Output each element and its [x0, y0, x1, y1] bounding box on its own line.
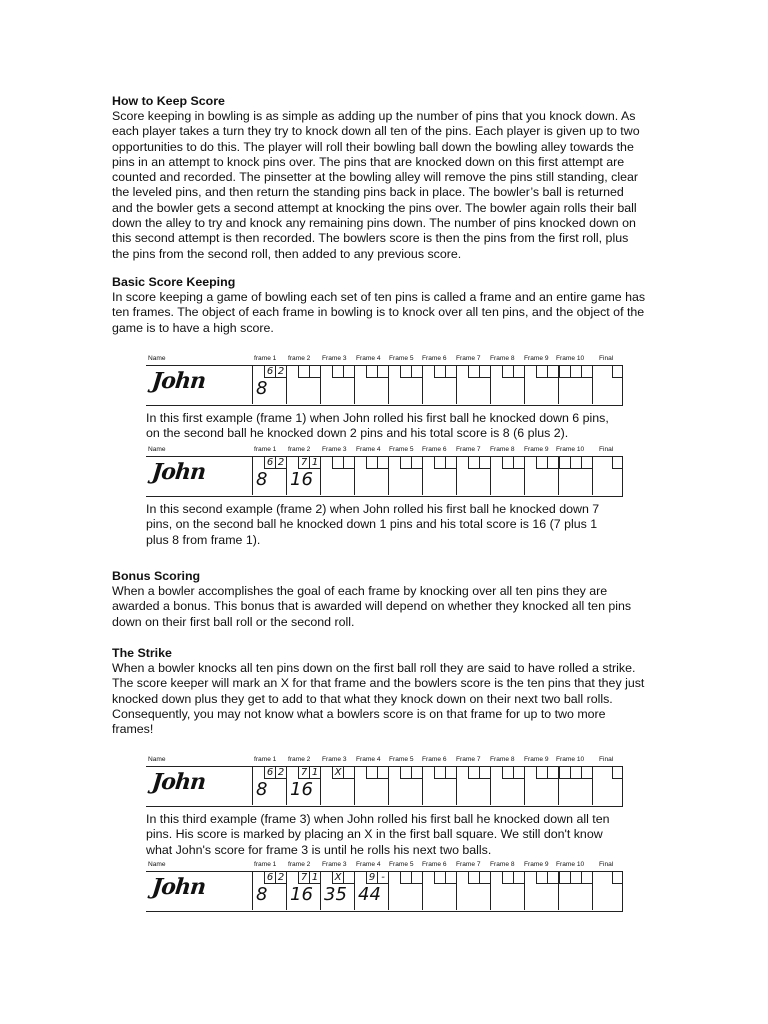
scorecard-header-label: frame 2: [288, 355, 311, 362]
roll-boxes: [332, 457, 354, 470]
scorecard-header-label: Frame 6: [422, 446, 447, 453]
roll-box: 2: [275, 457, 286, 469]
player-name-cell: [146, 366, 252, 404]
roll-box: 6: [264, 872, 275, 884]
roll-box: [411, 366, 422, 378]
roll-boxes: [366, 767, 388, 780]
roll-box: [468, 872, 479, 884]
roll-box: [343, 366, 354, 378]
roll-box: [559, 767, 570, 779]
frame-cell: [252, 767, 286, 805]
scorecard-header-label: Frame 3: [322, 446, 347, 453]
roll-boxes: [298, 366, 320, 379]
roll-box: 6: [264, 457, 275, 469]
roll-box: [513, 872, 524, 884]
roll-box: [547, 872, 558, 884]
paragraph-line: each player takes a turn they try to knock down all ten of the pins. Each player is given up to two: [112, 124, 640, 139]
roll-box: [513, 366, 524, 378]
roll-box: [612, 457, 623, 469]
roll-boxes: [612, 457, 623, 470]
section-the-strike: [112, 646, 660, 737]
scorecard-header-label: Frame 9: [524, 446, 549, 453]
scorecard-header-label: Frame 3: [322, 861, 347, 868]
frame-cell: [592, 457, 623, 495]
scorecard-grid: [146, 456, 623, 497]
roll-box: [502, 457, 513, 469]
roll-boxes: [559, 767, 592, 780]
paragraph-line: this second attempt is then recorded. The bowlers score is then the pins from the first roll, plus: [112, 231, 629, 246]
scorecard-header-label: Frame 4: [356, 861, 381, 868]
frame-cell: [320, 872, 354, 910]
paragraph-line: and the bowler gets a second attempt at knocking the pins over. The bowler again rolls their ball: [112, 200, 637, 215]
roll-box: [445, 767, 456, 779]
roll-box: [581, 457, 592, 469]
roll-box: [366, 767, 377, 779]
paragraph-line: awarded a bonus. This bonus that is awarded will depend on whether they knocked all ten pins: [112, 599, 632, 614]
paragraph-line: In score keeping a game of bowling each set of ten pins is called a frame and an entire game has: [112, 290, 646, 304]
frame-total: 8: [256, 779, 268, 800]
roll-box: [547, 457, 558, 469]
scorecard-header-label: Frame 3: [322, 355, 347, 362]
caption-frame-1: [146, 411, 626, 442]
roll-box: [479, 767, 490, 779]
roll-box: [332, 366, 343, 378]
frame-cell: [422, 872, 456, 910]
roll-box: [547, 767, 558, 779]
section-heading: The Strike: [112, 646, 172, 660]
scorecard-header-label: Final: [599, 446, 614, 453]
roll-boxes: [400, 767, 422, 780]
roll-box: [502, 872, 513, 884]
roll-box: [581, 767, 592, 779]
scorecard-header-label: Frame 8: [490, 355, 515, 362]
frame-cell: [558, 872, 592, 910]
roll-boxes: [536, 872, 558, 885]
frame-cell: [286, 457, 320, 495]
roll-box: [612, 366, 623, 378]
scorecard: [146, 354, 624, 408]
roll-box: 7: [298, 767, 309, 779]
frame-total: 44: [358, 884, 381, 905]
scorecard-header-label: Frame 5: [389, 446, 414, 453]
paragraph-line: opportunities to do this. The player will roll their bowling ball down the bowling alley towards the: [112, 139, 634, 154]
scorecard-header-label: Frame 8: [490, 446, 515, 453]
paragraph-line: down on their first ball roll or the second roll.: [112, 614, 355, 629]
roll-box: [536, 457, 547, 469]
roll-box: 2: [275, 872, 286, 884]
section-bonus-scoring: [112, 569, 660, 630]
scorecard-header-label: Final: [599, 355, 614, 362]
caption-line: In this third example (frame 3) when John rolled his first ball he knocked down all ten: [146, 812, 610, 826]
caption-line: In this second example (frame 2) when John rolled his first ball he knocked down 7: [146, 502, 600, 516]
scorecard-header-label: Final: [599, 756, 614, 763]
roll-box: [400, 457, 411, 469]
roll-box: [468, 366, 479, 378]
frame-cell: [286, 366, 320, 404]
scorecard-header-label: Name: [148, 355, 166, 362]
roll-box: [570, 872, 581, 884]
roll-box: [513, 767, 524, 779]
player-name: John: [150, 459, 207, 485]
scorecard-header-label: frame 2: [288, 861, 311, 868]
roll-box: [377, 767, 388, 779]
frame-cell: [320, 366, 354, 404]
scorecard-header-label: Frame 7: [456, 355, 481, 362]
paragraph-line: the leveled pins, and then return the standing pins back in place. The bowler’s ball is returned: [112, 185, 624, 200]
scorecard-header-label: Name: [148, 446, 166, 453]
player-name-cell: [146, 457, 252, 495]
roll-boxes: [468, 366, 490, 379]
paragraph-line: game is to have a high score.: [112, 320, 274, 335]
frame-cell: [524, 366, 558, 404]
frame-cell: [456, 366, 490, 404]
roll-box: [570, 457, 581, 469]
roll-box: [366, 366, 377, 378]
frame-cell: [354, 366, 388, 404]
roll-box: [612, 872, 623, 884]
scorecard-header-label: frame 1: [254, 446, 277, 453]
scorecard: [146, 860, 624, 914]
scorecard-header-label: frame 1: [254, 355, 277, 362]
caption-line: In this first example (frame 1) when John rolled his first ball he knocked down 6 pins,: [146, 411, 609, 425]
roll-box: [445, 872, 456, 884]
scorecard: [146, 445, 624, 499]
roll-box: [570, 767, 581, 779]
roll-box: 6: [264, 366, 275, 378]
frame-total: 16: [290, 884, 313, 905]
frame-total: 16: [290, 779, 313, 800]
roll-boxes: [612, 366, 623, 379]
scorecard-grid: [146, 365, 623, 406]
roll-box: X: [332, 872, 343, 884]
roll-box: 1: [309, 872, 320, 884]
frame-total: 8: [256, 884, 268, 905]
roll-box: [479, 366, 490, 378]
scorecard-header-label: frame 2: [288, 446, 311, 453]
roll-boxes: [502, 366, 524, 379]
frame-cell: [422, 457, 456, 495]
scorecard-header-label: frame 2: [288, 756, 311, 763]
roll-box: 7: [298, 457, 309, 469]
section-heading: Basic Score Keeping: [112, 275, 236, 289]
roll-boxes: [400, 872, 422, 885]
section-heading: How to Keep Score: [112, 94, 225, 108]
paragraph-line: The score keeper will mark an X for that frame and the bowlers score is the ten pins that they just: [112, 676, 645, 691]
scorecard-header-label: Frame 7: [456, 446, 481, 453]
scorecard-header-label: Frame 5: [389, 355, 414, 362]
caption-frame-2: [146, 502, 626, 548]
roll-box: [612, 767, 623, 779]
roll-box: [536, 767, 547, 779]
frame-cell: [354, 457, 388, 495]
roll-box: [434, 767, 445, 779]
roll-box: [513, 457, 524, 469]
scorecard-header-label: Frame 5: [389, 756, 414, 763]
scorecard-grid: [146, 871, 623, 912]
scorecard-header-label: frame 1: [254, 756, 277, 763]
caption-frame-3: [146, 812, 626, 858]
roll-boxes: [536, 457, 558, 470]
frame-cell: [524, 457, 558, 495]
frame-cell: [558, 366, 592, 404]
roll-boxes: [502, 872, 524, 885]
scorecard-header-label: Frame 10: [556, 756, 585, 763]
paragraph-line: the pins from the second roll, then added to any previous score.: [112, 246, 462, 261]
roll-box: [377, 457, 388, 469]
roll-boxes: [559, 457, 592, 470]
scorecard-header-label: Frame 9: [524, 861, 549, 868]
roll-box: X: [332, 767, 343, 779]
roll-box: [377, 366, 388, 378]
roll-box: [411, 767, 422, 779]
paragraph-line: knocked down plus they get to add to that what they knock down on their next two ball rolls.: [112, 691, 613, 706]
roll-boxes: [434, 457, 456, 470]
roll-box: 2: [275, 366, 286, 378]
player-name-cell: [146, 767, 252, 805]
roll-box: [309, 366, 320, 378]
frame-cell: [558, 767, 592, 805]
roll-boxes: [468, 872, 490, 885]
caption-line: plus 8 from frame 1).: [146, 532, 261, 547]
caption-line: on the second ball he knocked down 2 pins and his total score is 8 (6 plus 2).: [146, 426, 569, 441]
roll-box: [570, 366, 581, 378]
frame-cell: [354, 872, 388, 910]
roll-box: [366, 457, 377, 469]
paragraph-line: When a bowler accomplishes the goal of each frame by knocking over all ten pins they are: [112, 584, 608, 598]
player-name: John: [150, 769, 207, 795]
roll-boxes: [612, 872, 623, 885]
scorecard-header-label: Frame 8: [490, 756, 515, 763]
frame-cell: [456, 872, 490, 910]
frame-cell: [422, 767, 456, 805]
section-basic-score-keeping: [112, 275, 660, 336]
scorecard-header-label: Frame 3: [322, 756, 347, 763]
frame-total: 16: [290, 469, 313, 490]
scorecard-header-label: Frame 4: [356, 756, 381, 763]
paragraph-line: ten frames. The object of each frame in bowling is to knock over all ten pins, and the object of the: [112, 305, 645, 320]
caption-line: pins. His score is marked by placing an X in the first ball square. We still don't know: [146, 827, 603, 842]
scorecard-header-label: Name: [148, 861, 166, 868]
scorecard-header-label: Frame 4: [356, 446, 381, 453]
roll-box: 2: [275, 767, 286, 779]
frame-cell: [592, 872, 623, 910]
roll-box: [298, 366, 309, 378]
roll-box: [343, 457, 354, 469]
scorecard-header-label: Name: [148, 756, 166, 763]
roll-boxes: [332, 366, 354, 379]
roll-box: [559, 366, 570, 378]
frame-cell: [252, 366, 286, 404]
paragraph-line: Consequently, you may not know what a bowlers score is on that frame for up to two more: [112, 706, 606, 721]
roll-boxes: [502, 457, 524, 470]
frame-cell: [592, 366, 623, 404]
section-heading: Bonus Scoring: [112, 569, 201, 583]
scorecard-grid: [146, 766, 623, 807]
scorecard-header-label: Frame 9: [524, 355, 549, 362]
roll-boxes: [366, 457, 388, 470]
roll-boxes: [400, 366, 422, 379]
roll-boxes: [332, 767, 354, 780]
frame-cell: [286, 872, 320, 910]
scorecard-header-label: Final: [599, 861, 614, 868]
frame-cell: [490, 366, 524, 404]
roll-boxes: [536, 767, 558, 780]
roll-boxes: [366, 366, 388, 379]
frame-total: 8: [256, 378, 268, 399]
frame-cell: [490, 767, 524, 805]
player-name-cell: [146, 872, 252, 910]
roll-box: [581, 872, 592, 884]
roll-box: [411, 457, 422, 469]
paragraph-line: counted and recorded. The pinsetter at the bowling alley will remove the pins still standing, clear: [112, 170, 638, 185]
roll-boxes: [468, 767, 490, 780]
frame-cell: [592, 767, 623, 805]
caption-line: what John's score for frame 3 is until he rolls his next two balls.: [146, 842, 492, 857]
paragraph-line: When a bowler knocks all ten pins down on the first ball roll they are said to have rolled a strike.: [112, 661, 636, 675]
roll-box: [479, 872, 490, 884]
frame-cell: [422, 366, 456, 404]
roll-boxes: [502, 767, 524, 780]
roll-box: [434, 366, 445, 378]
scorecard-header-label: Frame 8: [490, 861, 515, 868]
roll-boxes: [434, 767, 456, 780]
frame-cell: [524, 872, 558, 910]
roll-boxes: [400, 457, 422, 470]
frame-cell: [456, 767, 490, 805]
paragraph-line: down the alley to try and knock any remaining pins down. The number of pins knocked down on: [112, 216, 636, 231]
roll-box: [536, 366, 547, 378]
scorecard-header-label: Frame 10: [556, 446, 585, 453]
roll-box: [400, 366, 411, 378]
frame-total: 35: [324, 884, 347, 905]
frame-cell: [388, 457, 422, 495]
roll-box: [468, 457, 479, 469]
frame-cell: [490, 872, 524, 910]
scorecard-header-label: Frame 6: [422, 756, 447, 763]
roll-boxes: [536, 366, 558, 379]
caption-line: pins, on the second ball he knocked down 1 pins and his total score is 16 (7 plus 1: [146, 517, 598, 532]
frame-cell: [320, 457, 354, 495]
scorecard-header-label: Frame 6: [422, 355, 447, 362]
section-how-to-keep-score: [112, 94, 660, 262]
player-name: John: [150, 874, 207, 900]
frame-cell: [286, 767, 320, 805]
frame-cell: [558, 457, 592, 495]
scorecard-header-label: Frame 4: [356, 355, 381, 362]
scorecard-header-label: Frame 9: [524, 756, 549, 763]
roll-box: 1: [309, 767, 320, 779]
roll-box: [434, 457, 445, 469]
roll-box: 6: [264, 767, 275, 779]
frame-total: 8: [256, 469, 268, 490]
roll-box: [343, 872, 354, 884]
roll-box: [502, 366, 513, 378]
player-name: John: [150, 368, 207, 394]
frame-cell: [252, 457, 286, 495]
roll-boxes: [468, 457, 490, 470]
scorecard-header-label: Frame 10: [556, 861, 585, 868]
roll-box: [547, 366, 558, 378]
roll-box: [468, 767, 479, 779]
roll-box: [332, 457, 343, 469]
scorecard-header-label: Frame 7: [456, 756, 481, 763]
roll-box: [559, 457, 570, 469]
roll-box: [400, 872, 411, 884]
scorecard-header-label: Frame 10: [556, 355, 585, 362]
roll-boxes: [434, 366, 456, 379]
frame-cell: [456, 457, 490, 495]
roll-box: 1: [309, 457, 320, 469]
roll-box: [581, 366, 592, 378]
frame-cell: [524, 767, 558, 805]
scorecard: [146, 755, 624, 809]
frame-cell: [388, 366, 422, 404]
frame-cell: [490, 457, 524, 495]
paragraph-line: pins in an attempt to knock pins over. The pins that are knocked down on this first attempt are: [112, 154, 625, 169]
roll-box: [434, 872, 445, 884]
frame-cell: [252, 872, 286, 910]
frame-cell: [320, 767, 354, 805]
roll-box: [536, 872, 547, 884]
roll-box: [445, 366, 456, 378]
roll-boxes: [559, 872, 592, 885]
paragraph-line: Score keeping in bowling is as simple as adding up the number of pins that you knock down. As: [112, 109, 636, 123]
scorecard-header-label: Frame 7: [456, 861, 481, 868]
roll-box: [479, 457, 490, 469]
scorecard-header-label: Frame 6: [422, 861, 447, 868]
roll-box: -: [377, 872, 388, 884]
roll-box: [502, 767, 513, 779]
frame-cell: [354, 767, 388, 805]
roll-boxes: [612, 767, 623, 780]
roll-box: [559, 872, 570, 884]
frame-cell: [388, 767, 422, 805]
roll-boxes: [434, 872, 456, 885]
roll-box: 7: [298, 872, 309, 884]
paragraph-line: frames!: [112, 722, 154, 737]
scorecard-header-label: frame 1: [254, 861, 277, 868]
roll-boxes: [559, 366, 592, 379]
scorecard-header-label: Frame 5: [389, 861, 414, 868]
roll-box: [343, 767, 354, 779]
roll-box: [445, 457, 456, 469]
roll-box: 9: [366, 872, 377, 884]
roll-box: [411, 872, 422, 884]
roll-box: [400, 767, 411, 779]
frame-cell: [388, 872, 422, 910]
